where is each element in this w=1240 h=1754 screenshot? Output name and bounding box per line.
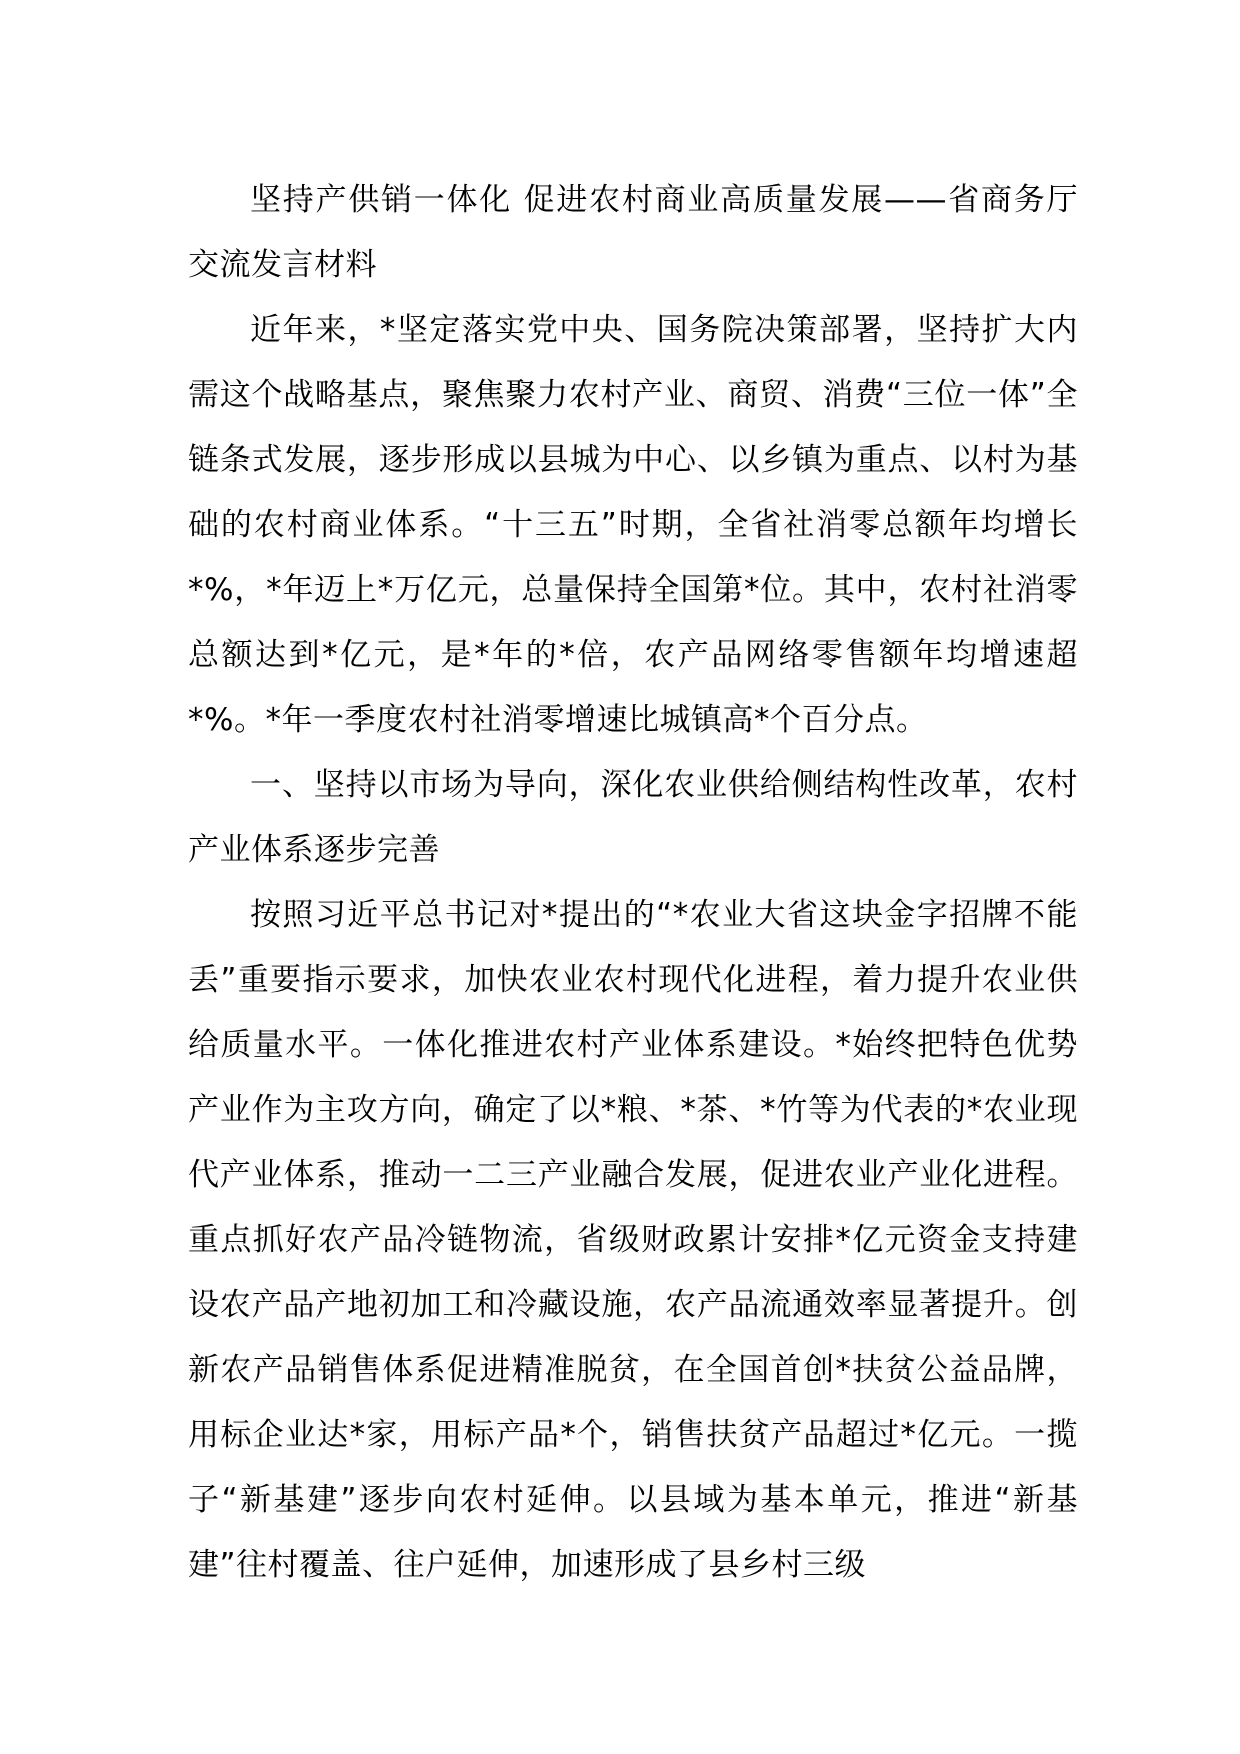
- document-title: 坚持产供销一体化 促进农村商业高质量发展——省商务厅交流发言材料: [188, 182, 1078, 283]
- paragraph-intro: 近年来，*坚定落实党中央、国务院决策部署，坚持扩大内需这个战略基点，聚焦聚力农村产业、商贸、消费“三位一体”全链条式发展，逐步形成以县城为中心、以乡镇为重点、以村为基础的农村商业体系。“十三五”时期，全省社消零总额年均增长*%，*年迈上*万亿元，总量保持全国第*位。其中，农村社消零总额达到*亿元，是*年的*倍，农产品网络零售额年均增速超*%。*年一季度农村社消零增速比城镇高*个百分点。: [188, 312, 1078, 738]
- paragraph-section-1: 按照习近平总书记对*提出的“*农业大省这块金字招牌不能丢”重要指示要求，加快农业农村现代化进程，着力提升农业供给质量水平。一体化推进农村产业体系建设。*始终把特色优势产业作为主攻方向，确定了以*粮、*茶、*竹等为代表的*农业现代产业体系，推动一二三产业融合发展，促进农业产业化进程。重点抓好农产品冷链物流，省级财政累计安排*亿元资金支持建设农产品产地初加工和冷藏设施，农产品流通效率显著提升。创新农产品销售体系促进精准脱贫，在全国首创*扶贫公益品牌，用标企业达*家，用标产品*个，销售扶贫产品超过*亿元。一揽子“新基建”逐步向农村延伸。以县域为基本单元，推进“新基建”往村覆盖、往户延伸，加速形成了县乡村三级: [188, 897, 1078, 1583]
- section-heading-1: 一、坚持以市场为导向，深化农业供给侧结构性改革，农村产业体系逐步完善: [188, 767, 1078, 868]
- document-body: [188, 168, 1078, 1598]
